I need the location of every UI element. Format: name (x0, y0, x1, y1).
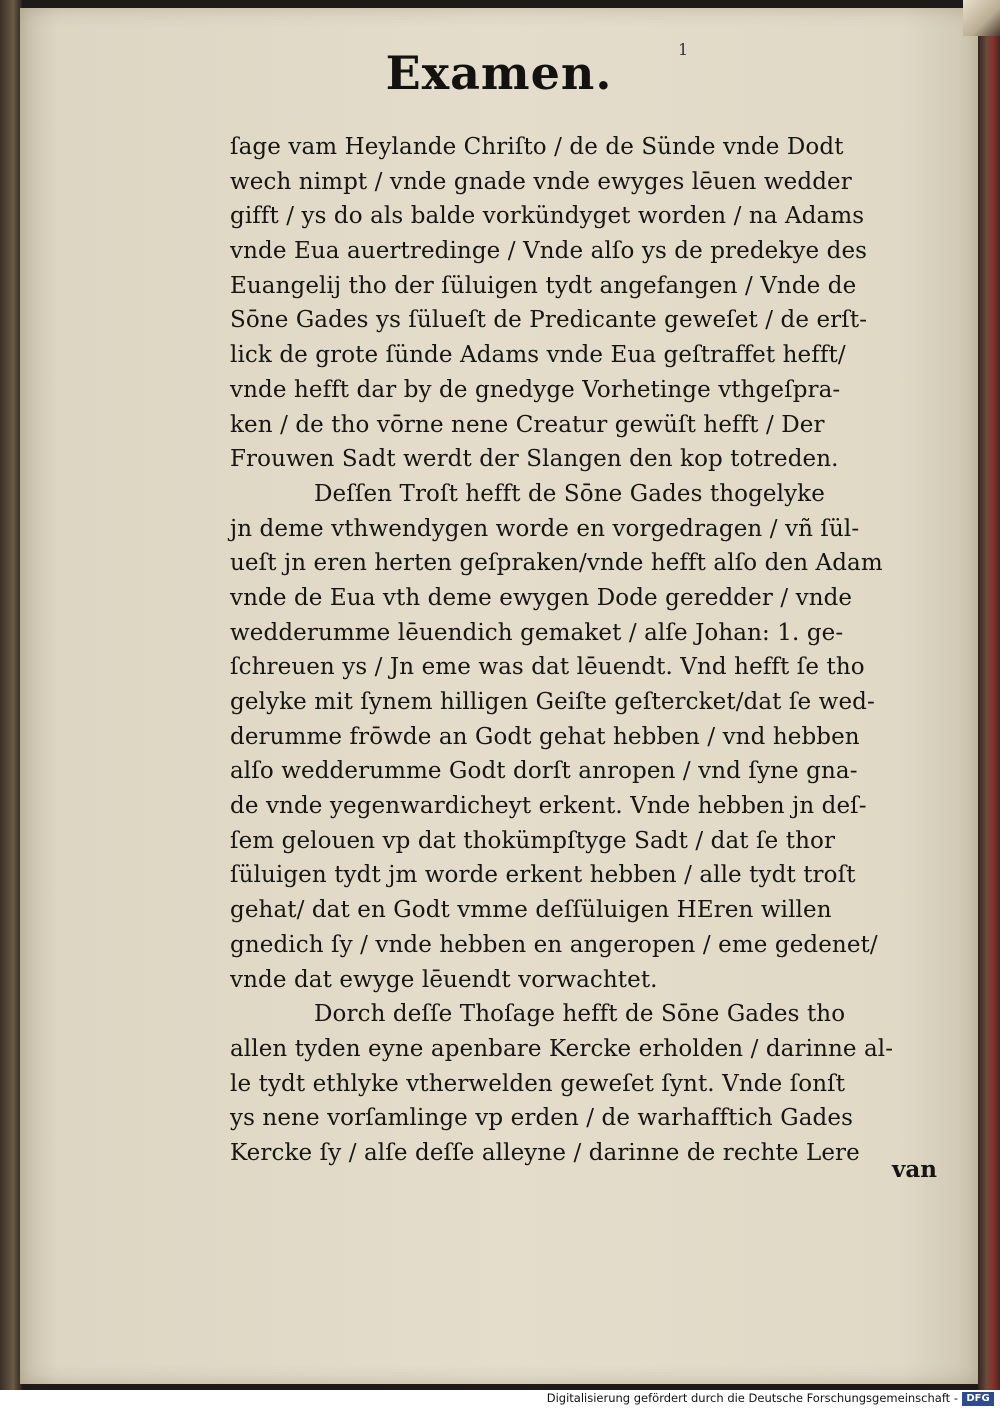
page-mark: 1 (678, 40, 689, 59)
text-line: vnde Eua auertredinge / Vnde alſo ys de predekye des (230, 238, 868, 265)
text-line: alſo wedderumme Godt dorſt anropen / vnd ſyne gna- (230, 758, 858, 785)
book-page (20, 8, 978, 1384)
text-line: ſem gelouen vp dat thokümpſtyge Sadt / dat ſe thor (230, 827, 836, 854)
text-line: Euangelij tho der ſüluigen tydt angefangen / Vnde de (230, 272, 857, 299)
text-line: allen tyden eyne apenbare Kercke erholden / darinne al- (230, 1035, 894, 1062)
text-line: jn deme vthwendygen worde en vorgedragen / vñ ſül- (230, 515, 860, 542)
text-line: derumme frōwde an Godt gehat hebben / vnd hebben (230, 723, 860, 750)
text-line: gehat/ dat en Godt vmme deſſüluigen HEren willen (230, 897, 832, 924)
catchword: van (892, 1156, 937, 1183)
footer-bar (0, 1390, 1000, 1408)
text-line: ſage vam Heylande Chriſto / de de Sünde vnde Dodt (230, 134, 844, 160)
text-line: wedderumme lēuendich gemaket / alſe Johan: 1. ge- (230, 619, 844, 646)
text-line: Kercke ſy / alſe deſſe alleyne / darinne de rechte Lere (230, 1139, 860, 1166)
dfg-logo: DFG (962, 1392, 994, 1406)
text-line: de vnde yegenwardicheyt erkent. Vnde hebben jn deſ- (230, 793, 867, 820)
funding-credit: Digitalisierung gefördert durch die Deutsche Forschungsgemeinschaft - (546, 1391, 958, 1405)
text-line: vnde hefft dar by de gnedyge Vorhetinge vthgeſpra- (230, 376, 841, 403)
text-line: le tydt ethlyke vtherwelden geweſet ſynt. Vnde ſonſt (230, 1070, 846, 1097)
text-line: lick de grote ſünde Adams vnde Eua geſtraffet hefft/ (230, 342, 846, 369)
page-corner (963, 0, 1000, 36)
text-line: ſchreuen ys / Jn eme was dat lēuendt. Vnd hefft ſe tho (230, 654, 865, 681)
text-line: vnde de Eua vth deme ewygen Dode geredder / vnde (230, 584, 853, 611)
running-title: Examen. (385, 46, 613, 100)
text-line: gifft / ys do als balde vorkündyget worden / na Adams (230, 203, 865, 230)
text-line: vnde dat ewyge lēuendt vorwachtet. (230, 966, 658, 993)
text-line: wech nimpt / vnde gnade vnde ewyges lēuen wedder (230, 168, 852, 195)
text-line: Frouwen Sadt werdt der Slangen den kop totreden. (230, 446, 839, 473)
book-binding-edge (978, 0, 1000, 1390)
text-line: ys nene vorſamlinge vp erden / de warhafftich Gades (230, 1105, 853, 1132)
text-line: ueſt jn eren herten geſpraken/vnde hefft alſo den Adam (230, 550, 883, 577)
text-line: Dorch deſſe Thoſage hefft de Sōne Gades tho (314, 1001, 846, 1028)
text-line: Deſſen Troſt hefft de Sōne Gades thogelyke (314, 480, 825, 507)
body-text (230, 130, 940, 1171)
text-line: gnedich ſy / vnde hebben en angeropen / eme gedenet/ (230, 931, 878, 958)
text-line: Sōne Gades ys ſülueſt de Predicante geweſet / de erſt- (230, 307, 868, 334)
left-page-edge (0, 0, 22, 1390)
text-line: gelyke mit ſynem hilligen Geiſte geſtercket/dat ſe wed- (230, 689, 875, 715)
text-line: ſüluigen tydt jm worde erkent hebben / alle tydt troſt (230, 862, 856, 889)
text-line: ken / de tho vōrne nene Creatur gewüſt hefft / Der (230, 411, 825, 438)
